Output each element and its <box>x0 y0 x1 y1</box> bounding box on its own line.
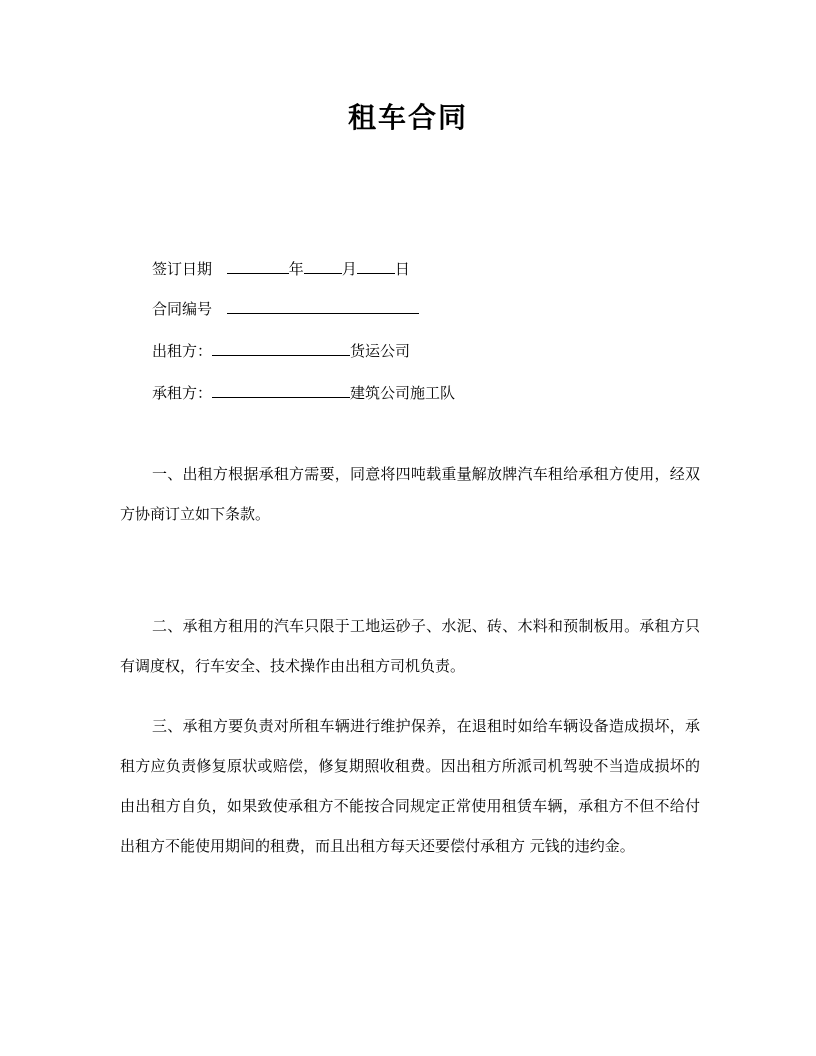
lessee-suffix: 建筑公司施工队 <box>350 384 456 402</box>
lessee-blank <box>212 382 350 398</box>
clause-2: 二、承租方租用的汽车只限于工地运砂子、水泥、砖、木料和预制板用。承租方只有调度权，行车安全、技术操作由出租方司机负责。 <box>120 617 700 675</box>
lessor-field <box>152 340 410 361</box>
lessor-label: 出租方： <box>152 342 213 360</box>
month-blank <box>304 258 342 274</box>
year-label: 年 <box>288 260 304 278</box>
day-label: 日 <box>394 260 410 278</box>
month-label: 月 <box>341 260 357 278</box>
sign-date-field <box>152 258 410 279</box>
clause-1: 一、出租方根据承租方需要，同意将四吨载重量解放牌汽车租给承租方使用，经双方协商订立如下条款。 <box>120 465 700 523</box>
contract-number-field <box>152 298 419 319</box>
document-title: 租车合同 <box>347 101 468 134</box>
lessor-suffix: 货运公司 <box>350 342 411 360</box>
contract-number-blank <box>227 298 419 314</box>
contract-number-label: 合同编号 <box>152 300 213 318</box>
year-blank <box>227 258 289 274</box>
lessee-label: 承租方： <box>152 384 213 402</box>
lessee-field <box>152 382 455 403</box>
sign-date-label: 签订日期 <box>152 260 213 278</box>
lessor-blank <box>212 340 350 356</box>
day-blank <box>357 258 395 274</box>
clause-3: 三、承租方要负责对所租车辆进行维护保养，在退租时如给车辆设备造成损坏，承租方应负责修复原状或赔偿，修复期照收租费。因出租方所派司机驾驶不当造成损坏的由出租方自负，如果致使承租方不能按合同规定正常使用租赁车辆，承租方不但不给付出租方不能使用期间的租费，而且出租方每天还要偿付承租方 元钱的违约金。 <box>120 717 700 855</box>
